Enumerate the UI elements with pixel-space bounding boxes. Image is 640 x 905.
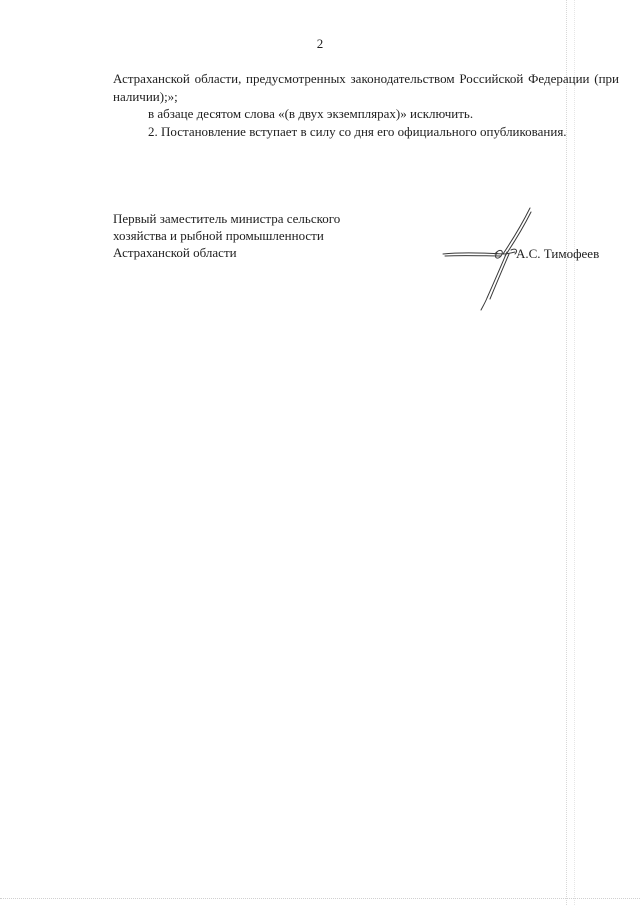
signatory-line: Первый заместитель министра сельского	[113, 211, 341, 226]
paragraph-effective-date: 2. Постановление вступает в силу со дня его официального опубликования.	[148, 123, 567, 139]
scan-bottom-line	[0, 898, 640, 900]
signatory-position	[113, 210, 413, 261]
page-number-text: 2	[316, 36, 324, 51]
page-number	[0, 36, 640, 52]
signer-name: А.С. Тимофеев	[516, 246, 600, 261]
paragraph-continuation: Астраханской области, предусмотренных законодательством Российской Федерации (при наличии);»;	[113, 71, 619, 104]
signatory-line: хозяйства и рыбной промышленности	[113, 228, 324, 243]
document-body	[113, 70, 619, 140]
signatory-line: Астраханской области	[113, 245, 237, 260]
paragraph-amendment: в абзаце десятом слова «(в двух экземплярах)» исключить.	[148, 106, 474, 121]
